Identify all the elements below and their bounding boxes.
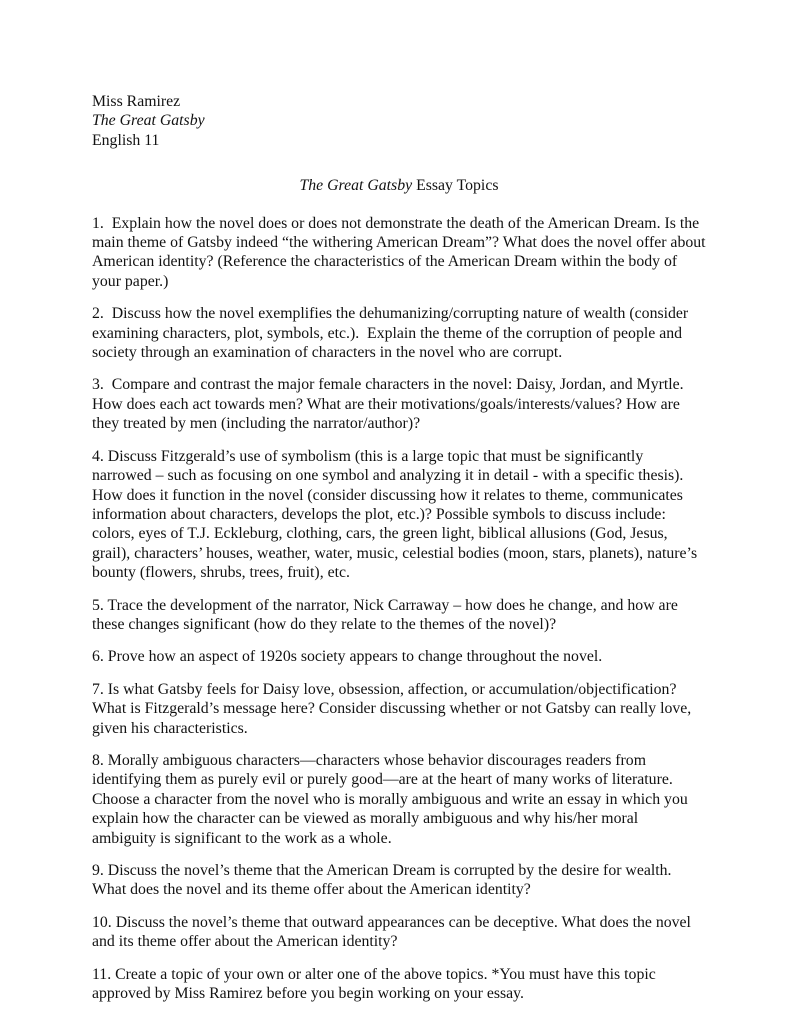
essay-topic: 3. Compare and contrast the major female characters in the novel: Daisy, Jordan, and Myrtle. How does each act towards men? What are their motivations/goals/interests/values? How are they treated by men (including the narrator/author)?: [92, 376, 688, 433]
page-title: [92, 176, 706, 195]
document-content: [92, 92, 709, 1016]
essay-topic: 10. Discuss the novel’s theme that outward appearances can be deceptive. What does the novel and its theme offer about the American identity?: [92, 913, 695, 951]
essay-topic: 5. Trace the development of the narrator, Nick Carraway – how does he change, and how are these changes significant (how do they relate to the themes of the novel)?: [92, 596, 682, 633]
essay-topic: 1. Explain how the novel does or does not demonstrate the death of the American Dream. Is the main theme of Gatsby indeed “the withering American Dream”? What does the novel offer about American identity? (Reference the characteristics of the American Dream within the body of your paper.): [92, 214, 709, 290]
author-line: Miss Ramirez: [92, 93, 181, 110]
document-header: [92, 92, 706, 150]
page-title-rest: Essay Topics: [412, 177, 499, 195]
essay-topics-list: [92, 214, 709, 1004]
essay-topic: 9. Discuss the novel’s theme that the American Dream is corrupted by the desire for wealth. What does the novel and its theme offer about the American identity?: [92, 862, 676, 899]
essay-topic: 8. Morally ambiguous characters—characters whose behavior discourages readers from identifying them as purely evil or purely good—are at the heart of many works of literature. Choose a character from the novel who is morally ambiguous and write an essay in which you explain how the character can be viewed as morally ambiguous and why his/her moral ambiguity is significant to the work as a whole.: [92, 751, 692, 847]
essay-topic: 2. Discuss how the novel exemplifies the dehumanizing/corrupting nature of wealth (consider examining characters, plot, symbols, etc.). Explain the theme of the corruption of people and society through an examination of characters in the novel who are corrupt.: [92, 305, 693, 362]
book-title-line: The Great Gatsby: [92, 112, 205, 130]
essay-topic: 6. Prove how an aspect of 1920s society appears to change throughout the novel.: [92, 648, 603, 666]
page-title-book: The Great Gatsby: [299, 177, 413, 195]
essay-topic: 4. Discuss Fitzgerald’s use of symbolism (this is a large topic that must be significantly narrowed – such as focusing on one symbol and analyzing it in detail - with a specific thesis). How does it function in the novel (consider discussing how it relates to theme, communicates information about characters, develops the plot, etc.)? Possible symbols to discuss include: colors, eyes of T.J. Eckleburg, clothing, cars, the green light, biblical allusions (God, Jesus, grail), characters’ houses, weather, water, music, celestial bodies (moon, stars, planets), nature’s bounty (flowers, shrubs, trees, fruit), etc.: [92, 447, 702, 582]
essay-topic: 11. Create a topic of your own or alter one of the above topics. *You must have this topic approved by Miss Ramirez before you begin working on your essay.: [92, 965, 660, 1003]
course-line: English 11: [92, 131, 160, 149]
essay-topic: 7. Is what Gatsby feels for Daisy love, obsession, affection, or accumulation/objectification? What is Fitzgerald’s message here? Consider discussing whether or not Gatsby can really love, given his characteristics.: [92, 680, 696, 737]
